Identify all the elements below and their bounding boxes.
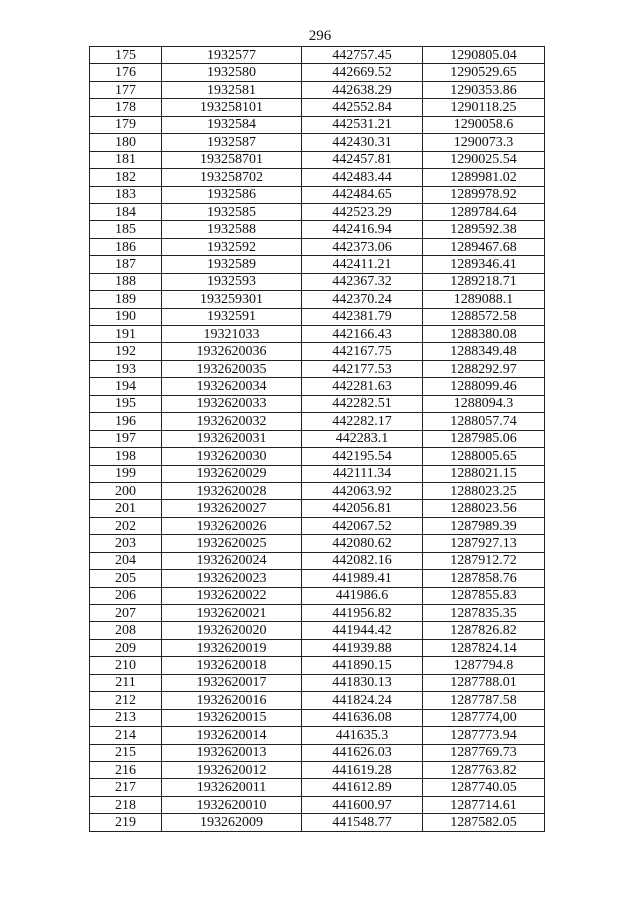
table-row — [90, 814, 545, 831]
x-coordinate-cell: 441548.77 — [302, 814, 423, 831]
x-coordinate-cell: 442067.52 — [302, 517, 423, 534]
point-id-cell: 193262009 — [162, 814, 302, 831]
x-coordinate-cell: 442381.79 — [302, 308, 423, 325]
x-coordinate-cell: 442056.81 — [302, 500, 423, 517]
y-coordinate-cell: 1287985.06 — [423, 430, 545, 447]
y-coordinate-cell: 1290353.86 — [423, 81, 545, 98]
table-row — [90, 81, 545, 98]
x-coordinate-cell: 441890.15 — [302, 657, 423, 674]
x-coordinate-cell: 442757.45 — [302, 47, 423, 64]
point-id-cell: 1932587 — [162, 134, 302, 151]
x-coordinate-cell: 441944.42 — [302, 622, 423, 639]
row-index-cell: 192 — [90, 343, 162, 360]
point-id-cell: 1932620028 — [162, 482, 302, 499]
row-index-cell: 185 — [90, 221, 162, 238]
point-id-cell: 1932620030 — [162, 448, 302, 465]
row-index-cell: 208 — [90, 622, 162, 639]
row-index-cell: 213 — [90, 709, 162, 726]
x-coordinate-cell: 441986.6 — [302, 587, 423, 604]
x-coordinate-cell: 442416.94 — [302, 221, 423, 238]
x-coordinate-cell: 442177.53 — [302, 360, 423, 377]
row-index-cell: 183 — [90, 186, 162, 203]
point-id-cell: 1932585 — [162, 203, 302, 220]
table-row — [90, 552, 545, 569]
point-id-cell: 1932620029 — [162, 465, 302, 482]
coordinates-table — [89, 46, 545, 832]
table-row — [90, 727, 545, 744]
row-index-cell: 210 — [90, 657, 162, 674]
x-coordinate-cell: 442484.65 — [302, 186, 423, 203]
table-row — [90, 517, 545, 534]
row-index-cell: 184 — [90, 203, 162, 220]
point-id-cell: 1932591 — [162, 308, 302, 325]
x-coordinate-cell: 441600.97 — [302, 796, 423, 813]
x-coordinate-cell: 442082.16 — [302, 552, 423, 569]
point-id-cell: 1932620015 — [162, 709, 302, 726]
y-coordinate-cell: 1289592.38 — [423, 221, 545, 238]
row-index-cell: 203 — [90, 535, 162, 552]
table-row — [90, 535, 545, 552]
table-row — [90, 570, 545, 587]
table-row — [90, 395, 545, 412]
point-id-cell: 1932620011 — [162, 779, 302, 796]
y-coordinate-cell: 1289784.64 — [423, 203, 545, 220]
row-index-cell: 214 — [90, 727, 162, 744]
point-id-cell: 1932620017 — [162, 674, 302, 691]
table-row — [90, 448, 545, 465]
table-row — [90, 64, 545, 81]
row-index-cell: 177 — [90, 81, 162, 98]
point-id-cell: 1932589 — [162, 256, 302, 273]
x-coordinate-cell: 442483.44 — [302, 169, 423, 186]
x-coordinate-cell: 442552.84 — [302, 99, 423, 116]
y-coordinate-cell: 1287858.76 — [423, 570, 545, 587]
point-id-cell: 193258101 — [162, 99, 302, 116]
table-row — [90, 413, 545, 430]
y-coordinate-cell: 1287769.73 — [423, 744, 545, 761]
y-coordinate-cell: 1288380.08 — [423, 326, 545, 343]
x-coordinate-cell: 442195.54 — [302, 448, 423, 465]
point-id-cell: 1932620020 — [162, 622, 302, 639]
row-index-cell: 196 — [90, 413, 162, 430]
x-coordinate-cell: 441939.88 — [302, 639, 423, 656]
y-coordinate-cell: 1287989.39 — [423, 517, 545, 534]
y-coordinate-cell: 1289467.68 — [423, 238, 545, 255]
y-coordinate-cell: 1289978.92 — [423, 186, 545, 203]
x-coordinate-cell: 442367.32 — [302, 273, 423, 290]
row-index-cell: 212 — [90, 692, 162, 709]
x-coordinate-cell: 442281.63 — [302, 378, 423, 395]
x-coordinate-cell: 442531.21 — [302, 116, 423, 133]
point-id-cell: 1932593 — [162, 273, 302, 290]
y-coordinate-cell: 1289088.1 — [423, 291, 545, 308]
row-index-cell: 206 — [90, 587, 162, 604]
table-row — [90, 465, 545, 482]
table-row — [90, 674, 545, 691]
row-index-cell: 175 — [90, 47, 162, 64]
x-coordinate-cell: 442523.29 — [302, 203, 423, 220]
row-index-cell: 198 — [90, 448, 162, 465]
y-coordinate-cell: 1290073.3 — [423, 134, 545, 151]
y-coordinate-cell: 1287787.58 — [423, 692, 545, 709]
y-coordinate-cell: 1287826.82 — [423, 622, 545, 639]
x-coordinate-cell: 442080.62 — [302, 535, 423, 552]
y-coordinate-cell: 1287855.83 — [423, 587, 545, 604]
point-id-cell: 1932584 — [162, 116, 302, 133]
table-row — [90, 47, 545, 64]
row-index-cell: 197 — [90, 430, 162, 447]
x-coordinate-cell: 442282.51 — [302, 395, 423, 412]
point-id-cell: 1932620036 — [162, 343, 302, 360]
y-coordinate-cell: 1287740.05 — [423, 779, 545, 796]
row-index-cell: 193 — [90, 360, 162, 377]
row-index-cell: 209 — [90, 639, 162, 656]
x-coordinate-cell: 441635.3 — [302, 727, 423, 744]
x-coordinate-cell: 442638.29 — [302, 81, 423, 98]
row-index-cell: 182 — [90, 169, 162, 186]
point-id-cell: 1932620022 — [162, 587, 302, 604]
table-row — [90, 186, 545, 203]
y-coordinate-cell: 1290805.04 — [423, 47, 545, 64]
point-id-cell: 1932620027 — [162, 500, 302, 517]
table-row — [90, 360, 545, 377]
point-id-cell: 1932620018 — [162, 657, 302, 674]
y-coordinate-cell: 1290058.6 — [423, 116, 545, 133]
y-coordinate-cell: 1287763.82 — [423, 761, 545, 778]
table-row — [90, 639, 545, 656]
x-coordinate-cell: 442167.75 — [302, 343, 423, 360]
page-number: 296 — [308, 28, 332, 44]
x-coordinate-cell: 442669.52 — [302, 64, 423, 81]
y-coordinate-cell: 1288099.46 — [423, 378, 545, 395]
table-row — [90, 256, 545, 273]
point-id-cell: 1932620023 — [162, 570, 302, 587]
x-coordinate-cell: 442111.34 — [302, 465, 423, 482]
point-id-cell: 1932620031 — [162, 430, 302, 447]
y-coordinate-cell: 1289218.71 — [423, 273, 545, 290]
x-coordinate-cell: 442457.81 — [302, 151, 423, 168]
point-id-cell: 1932581 — [162, 81, 302, 98]
row-index-cell: 199 — [90, 465, 162, 482]
y-coordinate-cell: 1288572.58 — [423, 308, 545, 325]
table-row — [90, 692, 545, 709]
x-coordinate-cell: 441612.89 — [302, 779, 423, 796]
point-id-cell: 1932620016 — [162, 692, 302, 709]
x-coordinate-cell: 442283.1 — [302, 430, 423, 447]
point-id-cell: 1932620033 — [162, 395, 302, 412]
y-coordinate-cell: 1287824.14 — [423, 639, 545, 656]
y-coordinate-cell: 1288292.97 — [423, 360, 545, 377]
table-row — [90, 203, 545, 220]
coordinates-table-body — [90, 47, 545, 832]
table-row — [90, 308, 545, 325]
table-row — [90, 657, 545, 674]
point-id-cell: 1932620012 — [162, 761, 302, 778]
table-row — [90, 221, 545, 238]
row-index-cell: 219 — [90, 814, 162, 831]
row-index-cell: 187 — [90, 256, 162, 273]
y-coordinate-cell: 1287835.35 — [423, 605, 545, 622]
point-id-cell: 1932580 — [162, 64, 302, 81]
table-row — [90, 709, 545, 726]
row-index-cell: 176 — [90, 64, 162, 81]
y-coordinate-cell: 1288094.3 — [423, 395, 545, 412]
y-coordinate-cell: 1288005.65 — [423, 448, 545, 465]
x-coordinate-cell: 442166.43 — [302, 326, 423, 343]
table-row — [90, 605, 545, 622]
row-index-cell: 194 — [90, 378, 162, 395]
y-coordinate-cell: 1287582.05 — [423, 814, 545, 831]
table-row — [90, 291, 545, 308]
row-index-cell: 207 — [90, 605, 162, 622]
row-index-cell: 204 — [90, 552, 162, 569]
y-coordinate-cell: 1289981.02 — [423, 169, 545, 186]
y-coordinate-cell: 1287794.8 — [423, 657, 545, 674]
row-index-cell: 181 — [90, 151, 162, 168]
x-coordinate-cell: 441619.28 — [302, 761, 423, 778]
row-index-cell: 178 — [90, 99, 162, 116]
x-coordinate-cell: 442430.31 — [302, 134, 423, 151]
x-coordinate-cell: 441989.41 — [302, 570, 423, 587]
row-index-cell: 202 — [90, 517, 162, 534]
y-coordinate-cell: 1288349.48 — [423, 343, 545, 360]
row-index-cell: 205 — [90, 570, 162, 587]
point-id-cell: 1932620019 — [162, 639, 302, 656]
y-coordinate-cell: 1287714.61 — [423, 796, 545, 813]
table-row — [90, 779, 545, 796]
table-row — [90, 134, 545, 151]
y-coordinate-cell: 1288021.15 — [423, 465, 545, 482]
table-row — [90, 500, 545, 517]
row-index-cell: 218 — [90, 796, 162, 813]
point-id-cell: 193258702 — [162, 169, 302, 186]
y-coordinate-cell: 1290025.54 — [423, 151, 545, 168]
row-index-cell: 200 — [90, 482, 162, 499]
row-index-cell: 215 — [90, 744, 162, 761]
point-id-cell: 1932620021 — [162, 605, 302, 622]
row-index-cell: 216 — [90, 761, 162, 778]
x-coordinate-cell: 442063.92 — [302, 482, 423, 499]
point-id-cell: 193258701 — [162, 151, 302, 168]
y-coordinate-cell: 1290118.25 — [423, 99, 545, 116]
y-coordinate-cell: 1289346.41 — [423, 256, 545, 273]
x-coordinate-cell: 442411.21 — [302, 256, 423, 273]
point-id-cell: 1932588 — [162, 221, 302, 238]
table-row — [90, 151, 545, 168]
y-coordinate-cell: 1287788.01 — [423, 674, 545, 691]
y-coordinate-cell: 1288023.25 — [423, 482, 545, 499]
y-coordinate-cell: 1287774,00 — [423, 709, 545, 726]
table-row — [90, 343, 545, 360]
row-index-cell: 179 — [90, 116, 162, 133]
table-row — [90, 482, 545, 499]
point-id-cell: 1932620035 — [162, 360, 302, 377]
x-coordinate-cell: 441830.13 — [302, 674, 423, 691]
table-row — [90, 430, 545, 447]
point-id-cell: 1932586 — [162, 186, 302, 203]
row-index-cell: 191 — [90, 326, 162, 343]
row-index-cell: 211 — [90, 674, 162, 691]
row-index-cell: 195 — [90, 395, 162, 412]
y-coordinate-cell: 1290529.65 — [423, 64, 545, 81]
point-id-cell: 1932620025 — [162, 535, 302, 552]
point-id-cell: 1932620010 — [162, 796, 302, 813]
point-id-cell: 1932577 — [162, 47, 302, 64]
point-id-cell: 1932620034 — [162, 378, 302, 395]
y-coordinate-cell: 1287927.13 — [423, 535, 545, 552]
row-index-cell: 201 — [90, 500, 162, 517]
table-row — [90, 169, 545, 186]
table-row — [90, 238, 545, 255]
table-row — [90, 622, 545, 639]
row-index-cell: 180 — [90, 134, 162, 151]
table-row — [90, 273, 545, 290]
x-coordinate-cell: 441626.03 — [302, 744, 423, 761]
point-id-cell: 19321033 — [162, 326, 302, 343]
table-row — [90, 99, 545, 116]
point-id-cell: 1932592 — [162, 238, 302, 255]
row-index-cell: 189 — [90, 291, 162, 308]
point-id-cell: 1932620014 — [162, 727, 302, 744]
table-row — [90, 796, 545, 813]
y-coordinate-cell: 1288057.74 — [423, 413, 545, 430]
x-coordinate-cell: 442373.06 — [302, 238, 423, 255]
row-index-cell: 186 — [90, 238, 162, 255]
table-row — [90, 587, 545, 604]
table-row — [90, 326, 545, 343]
row-index-cell: 217 — [90, 779, 162, 796]
x-coordinate-cell: 442282.17 — [302, 413, 423, 430]
point-id-cell: 1932620024 — [162, 552, 302, 569]
table-row — [90, 116, 545, 133]
x-coordinate-cell: 441824.24 — [302, 692, 423, 709]
table-row — [90, 744, 545, 761]
x-coordinate-cell: 441956.82 — [302, 605, 423, 622]
point-id-cell: 193259301 — [162, 291, 302, 308]
point-id-cell: 1932620026 — [162, 517, 302, 534]
x-coordinate-cell: 442370.24 — [302, 291, 423, 308]
table-row — [90, 761, 545, 778]
point-id-cell: 1932620013 — [162, 744, 302, 761]
y-coordinate-cell: 1288023.56 — [423, 500, 545, 517]
y-coordinate-cell: 1287912.72 — [423, 552, 545, 569]
table-row — [90, 378, 545, 395]
row-index-cell: 188 — [90, 273, 162, 290]
row-index-cell: 190 — [90, 308, 162, 325]
point-id-cell: 1932620032 — [162, 413, 302, 430]
y-coordinate-cell: 1287773.94 — [423, 727, 545, 744]
x-coordinate-cell: 441636.08 — [302, 709, 423, 726]
